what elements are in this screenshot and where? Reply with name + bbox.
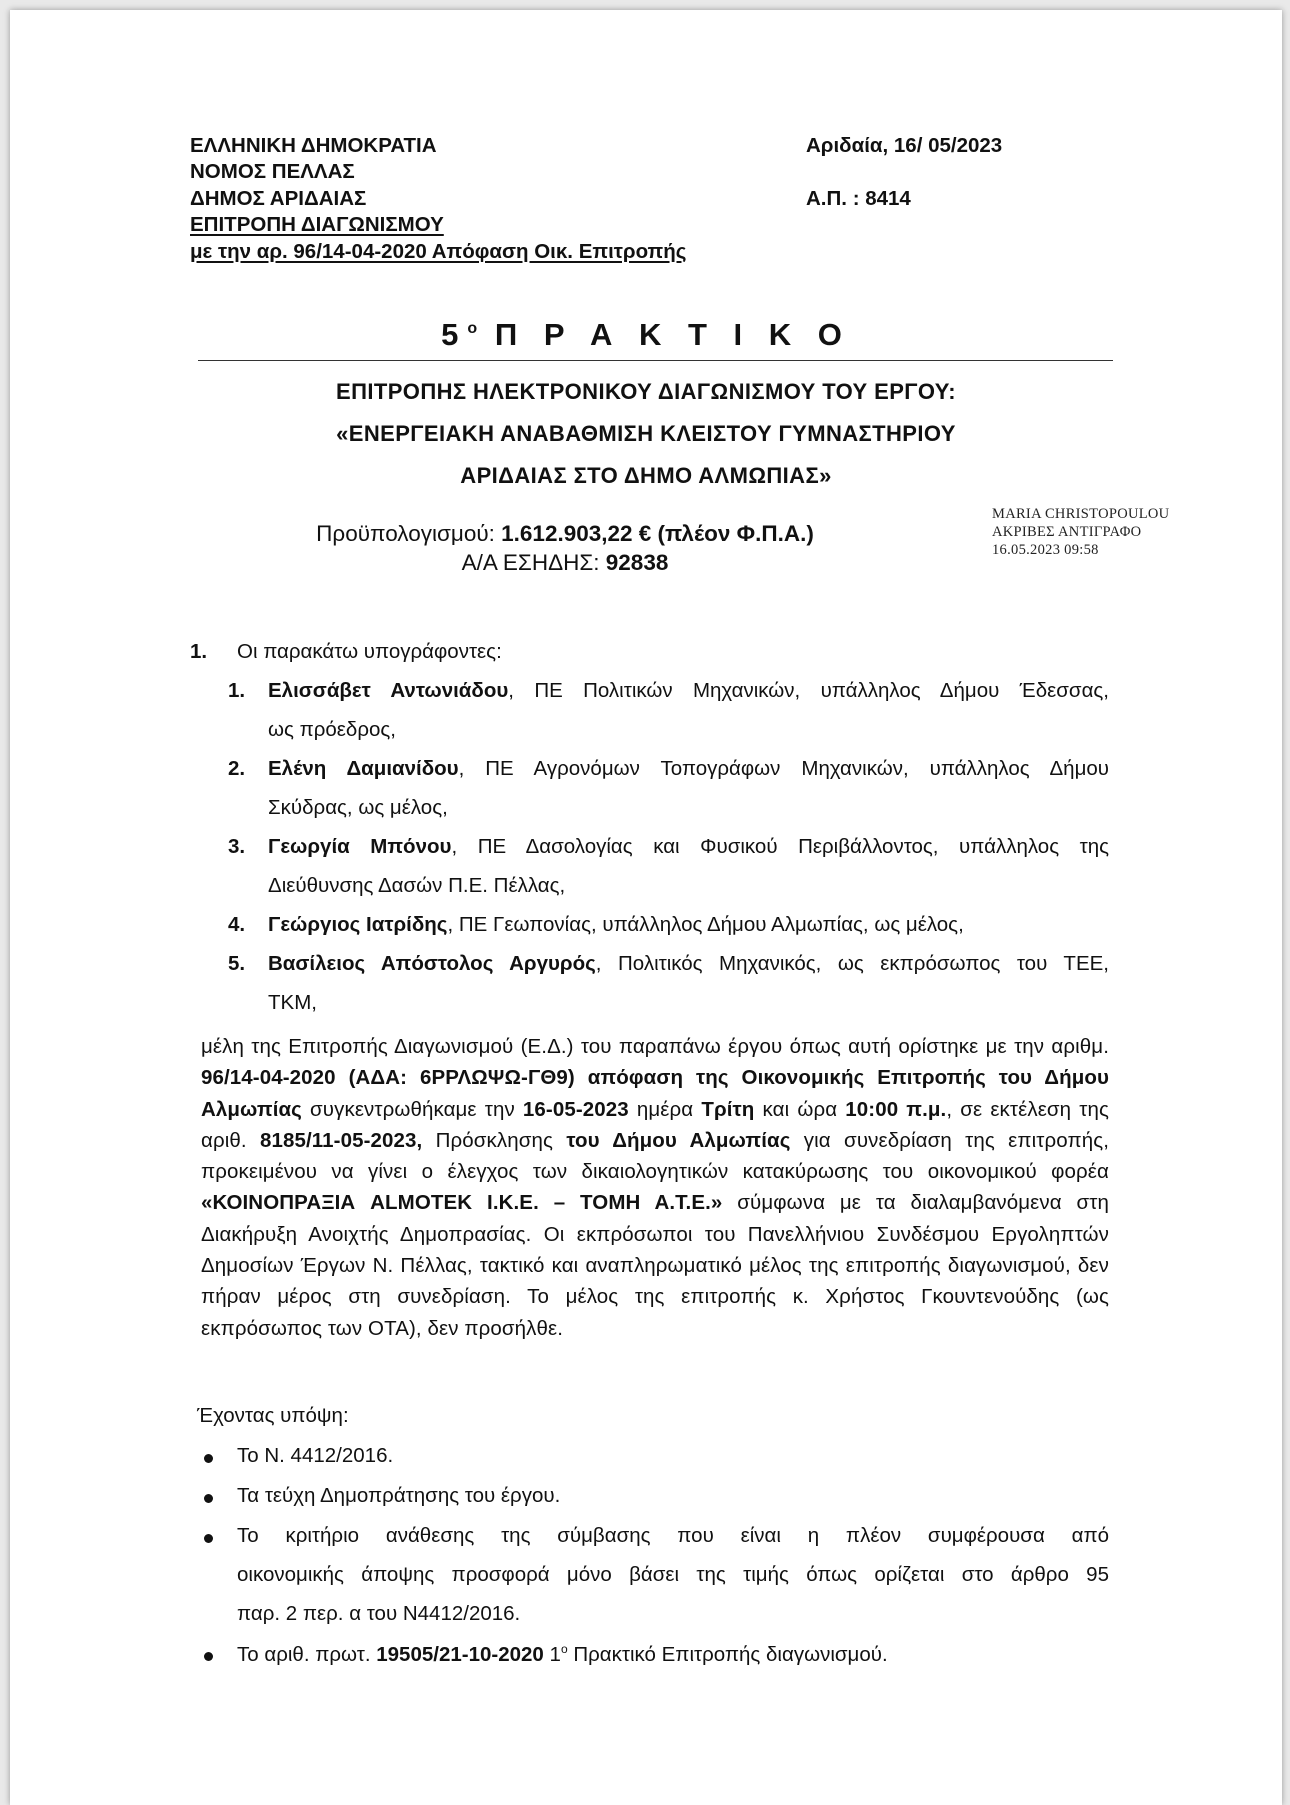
member-number: 5. <box>228 952 246 975</box>
consider-item-1: Το Ν. 4412/2016. <box>237 1444 394 1467</box>
bullet-icon <box>204 1454 213 1463</box>
bullet-icon <box>204 1534 213 1543</box>
member-line: Βασίλειος Απόστολος Αργυρός, Πολιτικός Μηχανικός, ως εκπρόσωπος του ΤΕΕ, <box>268 952 1109 975</box>
main-paragraph: μέλη της Επιτροπής Διαγωνισμού (Ε.Δ.) του παραπάνω έργου όπως αυτή ορίστηκε με την αριθμ. 96/14-04-2020 (ΑΔΑ: 6ΡΡΛΩΨΩ-ΓΘ9) απόφαση της Οικονομικής Επιτροπής του Δήμου Αλμωπίας συγκεντρωθήκαμε την 16-05-2023 ημέρα Τρίτη και ώρα 10:00 π.μ., σε εκτέλεση της αριθ. 8185/11-05-2023, Πρόσκλησης του Δήμου Αλμωπίας για συνεδρίαση της επιτροπής, προκειμένου να γίνει ο έλεγχος των δικαιολογητικών κατακύρωσης του οικονομικού φορέα «ΚΟΙΝΟΠΡΑΞΙΑ ALMOTEK I.K.E. – ΤΟΜΗ Α.Τ.Ε.» σύμφωνα με τα διαλαμβανόμενα στη Διακήρυξη Ανοιχτής Δημοπρασίας. Οι εκπρόσωποι του Πανελλήνιου Συνδέσμου Εργοληπτών Δημοσίων Έργων Ν. Πέλλας, τακτικό και αναπληρωματικό μέλος της επιτροπής διαγωνισμού, δεν πήραν μέρος στη συνεδρίαση. Το μέλος της επιτροπής κ. Χρήστος Γκουντενούδης (ως εκπρόσωπος των ΟΤΑ), δεν προσήλθε. <box>201 1035 1109 1340</box>
bullet-icon <box>204 1494 213 1503</box>
member-number: 2. <box>228 757 246 780</box>
member-role: ΤΚΜ, <box>268 991 317 1014</box>
member-line: Ελένη Δαμιανίδου, ΠΕ Αγρονόμων Τοπογράφων Μηχανικών, υπάλληλος Δήμου <box>268 757 1109 780</box>
header-decision: με την αρ. 96/14-04-2020 Απόφαση Οικ. Επιτροπής <box>190 240 687 263</box>
title-rule <box>198 360 1113 361</box>
document-title: $5^o$ Π Ρ Α Κ Τ Ι Κ Ο <box>441 317 851 352</box>
subtitle-line-2: «ΕΝΕΡΓΕΙΑΚΗ ΑΝΑΒΑΘΜΙΣΗ ΚΛΕΙΣΤΟΥ ΓΥΜΝΑΣΤΗΡΙΟΥ <box>336 421 956 446</box>
member-role: Σκύδρας, ως μέλος, <box>268 796 448 819</box>
section-number: 1. <box>190 640 208 663</box>
member-number: 1. <box>228 679 246 702</box>
esidis-line: Α/Α ΕΣΗΔΗΣ: 92838 <box>461 550 669 575</box>
considering-heading: Έχοντας υπόψη: <box>197 1404 349 1427</box>
member-role: Διεύθυνσης Δασών Π.Ε. Πέλλας, <box>268 874 566 897</box>
header-committee: ΕΠΙΤΡΟΠΗ ΔΙΑΓΩΝΙΣΜΟΥ <box>190 213 444 236</box>
place-date: Αριδαία, 16/ 05/2023 <box>806 134 1003 157</box>
member-number: 4. <box>228 913 246 936</box>
header-municipality: ΔΗΜΟΣ ΑΡΙΔΑΙΑΣ <box>190 187 367 210</box>
member-line: Γεώργιος Ιατρίδης, ΠΕ Γεωπονίας, υπάλληλος Δήμου Αλμωπίας, ως μέλος, <box>268 913 964 936</box>
stamp-datetime: 16.05.2023 09:58 <box>992 542 1099 558</box>
section-intro: Οι παρακάτω υπογράφοντες: <box>237 640 502 663</box>
consider-item-2: Τα τεύχη Δημοπράτησης του έργου. <box>237 1484 561 1507</box>
document-page <box>10 10 1282 1805</box>
stamp-name: MARIA CHRISTOPOULOU <box>992 506 1170 522</box>
member-line: Ελισσάβετ Αντωνιάδου, ΠΕ Πολιτικών Μηχανικών, υπάλληλος Δήμου Έδεσσας, <box>268 679 1109 702</box>
consider-item-3-line-3: παρ. 2 περ. α του Ν4412/2016. <box>237 1602 521 1625</box>
member-number: 3. <box>228 835 246 858</box>
member-role: ως πρόεδρος, <box>268 718 396 741</box>
consider-item-4: Το αριθ. πρωτ. 19505/21-10-2020 $1^o$ Πρακτικό Επιτροπής διαγωνισμού. <box>237 1642 888 1666</box>
consider-item-3-line-2: οικονομικής άποψης προσφορά μόνο βάσει της τιμής όπως ορίζεται στο άρθρο 95 <box>237 1563 1109 1586</box>
protocol-number: Α.Π. : 8414 <box>806 187 911 210</box>
stamp-text: ΑΚΡΙΒΕΣ ΑΝΤΙΓΡΑΦΟ <box>992 524 1142 540</box>
budget-line: Προϋπολογισμού: 1.612.903,22 € (πλέον Φ.Π.Α.) <box>316 521 814 546</box>
subtitle-line-1: ΕΠΙΤΡΟΠΗΣ ΗΛΕΚΤΡΟΝΙΚΟΥ ΔΙΑΓΩΝΙΣΜΟΥ ΤΟΥ ΕΡΓΟΥ: <box>336 379 956 404</box>
header-prefecture: ΝΟΜΟΣ ΠΕΛΛΑΣ <box>190 160 355 183</box>
subtitle-line-3: ΑΡΙΔΑΙΑΣ ΣΤΟ ΔΗΜΟ ΑΛΜΩΠΙΑΣ» <box>460 463 832 488</box>
bullet-icon <box>204 1652 213 1661</box>
consider-item-3-line-1: Το κριτήριο ανάθεσης της σύμβασης που είναι η πλέον συμφέρουσα από <box>237 1524 1109 1547</box>
signature-stamp <box>992 505 1169 559</box>
header-republic: ΕΛΛΗΝΙΚΗ ΔΗΜΟΚΡΑΤΙΑ <box>190 134 437 157</box>
member-line: Γεωργία Μπόνου, ΠΕ Δασολογίας και Φυσικού Περιβάλλοντος, υπάλληλος της <box>268 835 1109 858</box>
